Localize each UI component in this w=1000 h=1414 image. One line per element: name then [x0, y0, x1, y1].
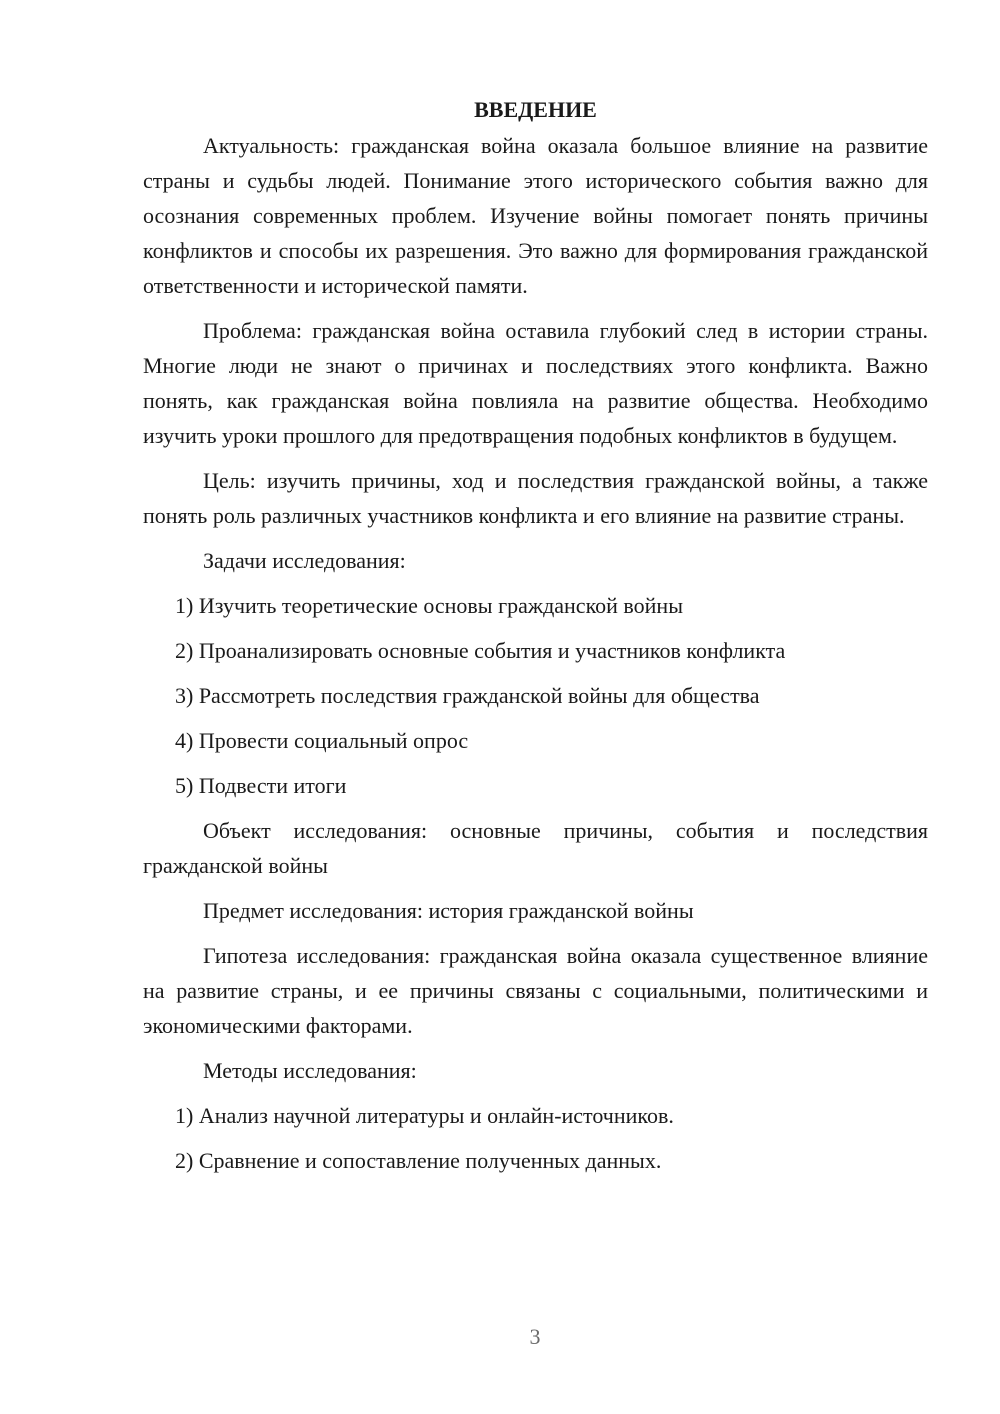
object-paragraph: Объект исследования: основные причины, события и последствия гражданской войны	[143, 818, 928, 878]
goal-paragraph: Цель: изучить причины, ход и последствия гражданской войны, а также понять роль различных участников конфликта и его влияние на развитие страны.	[143, 468, 928, 528]
subject-paragraph: Предмет исследования: история гражданской войны	[203, 898, 694, 923]
list-item: 1) Изучить теоретические основы гражданской войны	[175, 593, 683, 618]
list-item: 2) Проанализировать основные события и участников конфликта	[175, 638, 786, 663]
methods-list	[143, 1098, 928, 1178]
section-title: ВВЕДЕНИЕ	[474, 97, 597, 122]
methods-label: Методы исследования:	[203, 1058, 417, 1083]
tasks-label: Задачи исследования:	[203, 548, 406, 573]
page-number: 3	[529, 1324, 541, 1349]
problem-paragraph: Проблема: гражданская война оставила глубокий след в истории страны. Многие люди не знают о причинах и последствиях этого конфликта. Важно понять, как гражданская война повлияла на развитие общества. Необходимо изучить уроки прошлого для предотвращения подобных конфликтов в будущем.	[143, 318, 928, 448]
list-item: 3) Рассмотреть последствия гражданской войны для общества	[175, 683, 760, 708]
list-item: 1) Анализ научной литературы и онлайн-источников.	[175, 1103, 674, 1128]
relevance-paragraph: Актуальность: гражданская война оказала большое влияние на развитие страны и судьбы людей. Понимание этого исторического события важно для осознания современных проблем. Изучение войны помогает понять причины конфликтов и способы их разрешения. Это важно для формирования гражданской ответственности и исторической памяти.	[143, 133, 928, 298]
list-item: 4) Провести социальный опрос	[175, 728, 469, 753]
list-item: 2) Сравнение и сопоставление полученных данных.	[175, 1148, 662, 1173]
hypothesis-paragraph: Гипотеза исследования: гражданская война оказала существенное влияние на развитие страны, и ее причины связаны с социальными, политическими и экономическими факторами.	[143, 943, 928, 1038]
document-page	[143, 92, 928, 1188]
list-item: 5) Подвести итоги	[175, 773, 347, 798]
tasks-list	[143, 588, 928, 803]
